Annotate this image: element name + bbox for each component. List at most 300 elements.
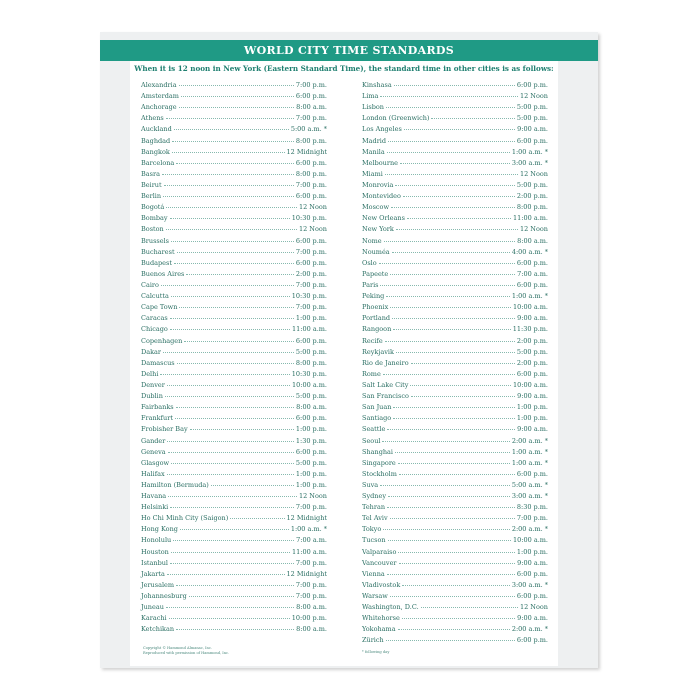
- dot-leader: [395, 452, 510, 453]
- city-name: Helsinki: [141, 503, 169, 512]
- copyright-note: [143, 646, 229, 655]
- dot-leader: [393, 407, 514, 408]
- local-time: 12 Noon: [519, 92, 548, 101]
- city-name: Amsterdam: [141, 92, 179, 101]
- city-time-row: [141, 469, 327, 480]
- city-name: Phoenix: [362, 303, 389, 312]
- city-name: Glasgow: [141, 458, 170, 467]
- city-time-row: [362, 413, 548, 424]
- dot-leader: [168, 496, 297, 497]
- local-time: 6:00 p.m.: [295, 192, 327, 201]
- local-time: 8:00 p.m.: [295, 358, 327, 367]
- dot-leader: [166, 207, 297, 208]
- dot-leader: [393, 329, 510, 330]
- dot-leader: [398, 552, 514, 553]
- dot-leader: [177, 252, 294, 253]
- local-time: 5:00 a.m. *: [511, 480, 548, 489]
- local-time: 7:00 p.m.: [295, 114, 327, 123]
- local-time: 10:00 p.m.: [291, 614, 327, 623]
- city-time-row: [141, 424, 327, 435]
- dot-leader: [421, 607, 518, 608]
- city-name: Monrovia: [362, 180, 394, 189]
- dot-leader: [167, 385, 290, 386]
- footnote: * following day: [362, 650, 390, 654]
- page-title: WORLD CITY TIME STANDARDS: [100, 40, 598, 61]
- city-time-row: [362, 369, 548, 380]
- city-time-row: [141, 180, 327, 191]
- local-time: 8:00 p.m.: [295, 136, 327, 145]
- local-time: 5:00 p.m.: [516, 347, 548, 356]
- city-name: Portland: [362, 314, 391, 323]
- local-time: 12 Midnight: [286, 569, 327, 578]
- dot-leader: [390, 596, 515, 597]
- city-name: Halifax: [141, 469, 165, 478]
- city-name: Beirut: [141, 180, 162, 189]
- local-time: 9:00 a.m.: [517, 392, 548, 401]
- local-time: 7:00 p.m.: [295, 592, 327, 601]
- local-time: 1:00 p.m.: [295, 314, 327, 323]
- city-name: Peking: [362, 292, 385, 301]
- dot-leader: [391, 207, 515, 208]
- local-time: 1:00 p.m.: [516, 414, 548, 423]
- city-time-row: [141, 136, 327, 147]
- dot-leader: [392, 252, 510, 253]
- dot-leader: [380, 485, 510, 486]
- local-time: 11:00 a.m.: [292, 325, 327, 334]
- city-time-row: [362, 80, 548, 91]
- city-name: Ho Chi Minh City (Saigon): [141, 514, 229, 523]
- city-name: Havana: [141, 492, 167, 501]
- local-time: 8:00 a.m.: [296, 403, 327, 412]
- city-name: Whitehorse: [362, 614, 400, 623]
- city-name: Vienna: [362, 569, 385, 578]
- city-time-row: [141, 224, 327, 235]
- city-name: Karachi: [141, 614, 167, 623]
- city-name: Cairo: [141, 280, 159, 289]
- city-name: London (Greenwich): [362, 114, 430, 123]
- dot-leader: [167, 441, 294, 442]
- dot-leader: [400, 163, 510, 164]
- city-name: Copenhagen: [141, 336, 183, 345]
- dot-leader: [166, 229, 297, 230]
- city-time-row: [141, 236, 327, 247]
- dot-leader: [189, 596, 294, 597]
- local-time: 2:00 a.m. *: [511, 625, 548, 634]
- city-name: Brussels: [141, 236, 170, 245]
- local-time: 3:00 a.m. *: [511, 158, 548, 167]
- dot-leader: [396, 229, 518, 230]
- city-name: Papeete: [362, 269, 389, 278]
- city-time-row: [141, 535, 327, 546]
- dot-leader: [390, 307, 511, 308]
- dot-leader: [161, 285, 294, 286]
- city-name: Frankfurt: [141, 414, 173, 423]
- city-time-row: [362, 180, 548, 191]
- dot-leader: [386, 107, 515, 108]
- city-name: Dublin: [141, 392, 163, 401]
- city-name: Barcelona: [141, 158, 175, 167]
- local-time: 1:00 p.m.: [295, 425, 327, 434]
- city-time-row: [141, 324, 327, 335]
- city-name: Johannesburg: [141, 592, 187, 601]
- city-name: Buenos Aires: [141, 269, 185, 278]
- local-time: 8:00 p.m.: [295, 169, 327, 178]
- city-time-row: [141, 447, 327, 458]
- local-time: 4:00 a.m. *: [511, 247, 548, 256]
- dot-leader: [399, 474, 515, 475]
- dot-leader: [387, 152, 510, 153]
- city-time-row: [141, 202, 327, 213]
- city-time-row: [141, 191, 327, 202]
- dot-leader: [387, 507, 515, 508]
- city-time-row: [362, 347, 548, 358]
- dot-leader: [388, 496, 510, 497]
- dot-leader: [407, 218, 511, 219]
- city-time-row: [362, 513, 548, 524]
- dot-leader: [395, 185, 514, 186]
- dot-leader: [403, 196, 515, 197]
- city-time-row: [362, 447, 548, 458]
- local-time: 6:00 p.m.: [516, 592, 548, 601]
- city-name: Tucson: [362, 536, 386, 545]
- left-city-column: [141, 80, 327, 635]
- city-name: Los Angeles: [362, 125, 402, 134]
- dot-leader: [176, 629, 294, 630]
- dot-leader: [386, 640, 515, 641]
- city-time-row: [362, 91, 548, 102]
- local-time: 11:00 a.m.: [513, 214, 548, 223]
- local-time: 12 Midnight: [286, 514, 327, 523]
- local-time: 7:00 p.m.: [295, 247, 327, 256]
- city-time-row: [362, 191, 548, 202]
- dot-leader: [163, 196, 294, 197]
- dot-leader: [176, 407, 295, 408]
- city-time-row: [362, 336, 548, 347]
- city-name: Basra: [141, 169, 160, 178]
- city-name: Nouméa: [362, 247, 390, 256]
- local-time: 11:30 p.m.: [512, 325, 548, 334]
- city-time-row: [362, 469, 548, 480]
- city-time-row: [362, 569, 548, 580]
- dot-leader: [383, 529, 510, 530]
- dot-leader: [163, 352, 294, 353]
- dot-leader: [410, 385, 511, 386]
- city-time-row: [141, 213, 327, 224]
- city-name: Budapest: [141, 258, 172, 267]
- city-name: Jakarta: [141, 569, 165, 578]
- dot-leader: [390, 518, 515, 519]
- local-time: 10:30 p.m.: [291, 292, 327, 301]
- local-time: 6:00 p.m.: [295, 258, 327, 267]
- city-name: Madrid: [362, 136, 387, 145]
- city-name: Melbourne: [362, 158, 398, 167]
- copyright-line: Copyright © Hammond Almanac, Inc.: [143, 646, 213, 650]
- local-time: 5:00 p.m.: [295, 347, 327, 356]
- city-name: Boston: [141, 225, 164, 234]
- city-name: Seattle: [362, 425, 386, 434]
- city-time-row: [362, 291, 548, 302]
- city-time-row: [141, 402, 327, 413]
- local-time: 1:30 p.m.: [295, 436, 327, 445]
- local-time: 1:00 p.m.: [516, 547, 548, 556]
- local-time: 7:00 p.m.: [295, 81, 327, 89]
- city-name: Alexandria: [141, 81, 177, 89]
- city-name: Shanghai: [362, 447, 394, 456]
- city-time-row: [362, 391, 548, 402]
- dot-leader: [179, 107, 295, 108]
- dot-leader: [392, 318, 515, 319]
- local-time: 6:00 p.m.: [295, 414, 327, 423]
- dot-leader: [385, 341, 515, 342]
- local-time: 3:00 a.m. *: [511, 580, 548, 589]
- city-name: New York: [362, 225, 394, 234]
- local-time: 2:00 a.m. *: [511, 525, 548, 534]
- city-name: San Francisco: [362, 392, 409, 401]
- city-name: Oslo: [362, 258, 377, 267]
- city-name: Vancouver: [362, 558, 397, 567]
- city-name: Yokohama: [362, 625, 396, 634]
- city-time-row: [362, 591, 548, 602]
- dot-leader: [398, 463, 510, 464]
- city-time-row: [362, 124, 548, 135]
- city-time-row: [362, 147, 548, 158]
- local-time: 9:00 a.m.: [517, 558, 548, 567]
- dot-leader: [211, 485, 294, 486]
- dot-leader: [393, 418, 515, 419]
- city-time-row: [141, 91, 327, 102]
- city-name: Honolulu: [141, 536, 172, 545]
- city-time-row: [141, 524, 327, 535]
- city-time-row: [362, 491, 548, 502]
- city-name: Warsaw: [362, 592, 388, 601]
- dot-leader: [230, 518, 284, 519]
- city-time-row: [141, 258, 327, 269]
- city-name: Delhi: [141, 369, 159, 378]
- city-time-row: [141, 436, 327, 447]
- city-time-row: [362, 380, 548, 391]
- city-name: Montevideo: [362, 192, 401, 201]
- city-name: Houston: [141, 547, 169, 556]
- city-time-row: [362, 324, 548, 335]
- local-time: 10:30 p.m.: [291, 369, 327, 378]
- city-name: Dakar: [141, 347, 162, 356]
- local-time: 7:00 p.m.: [295, 503, 327, 512]
- dot-leader: [176, 163, 294, 164]
- city-time-row: [141, 347, 327, 358]
- dot-leader: [167, 474, 294, 475]
- city-time-row: [141, 358, 327, 369]
- local-time: 6:00 p.m.: [516, 569, 548, 578]
- city-name: Santiago: [362, 414, 392, 423]
- city-name: Tehran: [362, 503, 386, 512]
- dot-leader: [383, 374, 515, 375]
- local-time: 5:00 p.m.: [516, 103, 548, 112]
- city-time-row: [141, 336, 327, 347]
- city-name: Denver: [141, 380, 165, 389]
- city-name: Zürich: [362, 636, 384, 645]
- city-time-row: [362, 524, 548, 535]
- local-time: 9:00 a.m.: [517, 125, 548, 134]
- local-time: 10:00 a.m.: [513, 380, 548, 389]
- local-time: 1:00 p.m.: [516, 403, 548, 412]
- dot-leader: [172, 152, 285, 153]
- city-name: Chicago: [141, 325, 168, 334]
- local-time: 6:00 p.m.: [295, 236, 327, 245]
- city-name: Geneva: [141, 447, 166, 456]
- city-time-row: [362, 436, 548, 447]
- local-time: 12 Noon: [519, 603, 548, 612]
- local-time: 6:00 p.m.: [516, 136, 548, 145]
- city-time-row: [362, 313, 548, 324]
- city-name: Kinshasa: [362, 81, 392, 89]
- copyright-line: Reproduced with permission of Hammond, Inc.: [143, 650, 230, 655]
- dot-leader: [171, 241, 294, 242]
- city-time-row: [362, 136, 548, 147]
- dot-leader: [382, 441, 509, 442]
- page-subtitle: When it is 12 noon in New York (Eastern Standard Time), the standard time in other cities is as follows:: [134, 64, 554, 73]
- dot-leader: [398, 629, 510, 630]
- city-time-row: [141, 602, 327, 613]
- city-name: Bangkok: [141, 147, 170, 156]
- city-name: Vladivostok: [362, 580, 401, 589]
- city-name: Hong Kong: [141, 525, 178, 534]
- city-time-row: [141, 158, 327, 169]
- local-time: 7:00 p.m.: [295, 280, 327, 289]
- dot-leader: [170, 318, 294, 319]
- city-time-row: [362, 258, 548, 269]
- city-name: Miami: [362, 169, 383, 178]
- local-time: 2:00 p.m.: [516, 192, 548, 201]
- local-time: 12 Noon: [298, 225, 327, 234]
- dot-leader: [160, 374, 289, 375]
- city-name: Rome: [362, 369, 381, 378]
- city-time-row: [362, 224, 548, 235]
- city-time-row: [141, 624, 327, 635]
- city-name: Jerusalem: [141, 580, 175, 589]
- city-time-row: [141, 169, 327, 180]
- city-name: Auckland: [141, 125, 172, 134]
- city-time-row: [362, 247, 548, 258]
- local-time: 12 Noon: [298, 492, 327, 501]
- city-name: Bogotá: [141, 203, 165, 212]
- dot-leader: [171, 296, 290, 297]
- city-name: Damascus: [141, 358, 175, 367]
- local-time: 6:00 p.m.: [295, 336, 327, 345]
- dot-leader: [179, 85, 294, 86]
- local-time: 10:00 a.m.: [292, 380, 327, 389]
- local-time: 2:00 p.m.: [516, 358, 548, 367]
- city-time-row: [362, 635, 548, 646]
- city-name: Bombay: [141, 214, 168, 223]
- dot-leader: [380, 96, 518, 97]
- city-time-row: [362, 580, 548, 591]
- city-time-row: [141, 513, 327, 524]
- city-name: Tel Aviv: [362, 514, 388, 523]
- local-time: 8:00 p.m.: [516, 203, 548, 212]
- city-name: Lisbon: [362, 103, 384, 112]
- dot-leader: [186, 274, 294, 275]
- city-time-row: [141, 458, 327, 469]
- city-time-row: [141, 302, 327, 313]
- dot-leader: [384, 241, 516, 242]
- local-time: 7:00 p.m.: [295, 180, 327, 189]
- local-time: 11:00 a.m.: [292, 547, 327, 556]
- local-time: 12 Noon: [519, 225, 548, 234]
- city-name: Hamilton (Bermuda): [141, 480, 209, 489]
- dot-leader: [431, 118, 514, 119]
- city-name: Juneau: [141, 603, 164, 612]
- city-name: Recife: [362, 336, 383, 345]
- city-time-row: [362, 624, 548, 635]
- dot-leader: [174, 263, 294, 264]
- city-name: Moscow: [362, 203, 390, 212]
- city-name: Rangoon: [362, 325, 392, 334]
- city-name: Nome: [362, 236, 382, 245]
- city-name: Cape Town: [141, 303, 178, 312]
- city-name: Reykjavik: [362, 347, 394, 356]
- dot-leader: [171, 463, 294, 464]
- dot-leader: [380, 285, 514, 286]
- city-time-row: [141, 380, 327, 391]
- city-time-row: [141, 580, 327, 591]
- city-name: Suva: [362, 480, 379, 489]
- city-name: Ketchikan: [141, 625, 175, 634]
- city-name: Tokyo: [362, 525, 382, 534]
- city-name: Manila: [362, 147, 385, 156]
- local-time: 7:00 a.m.: [517, 269, 548, 278]
- dot-leader: [170, 329, 290, 330]
- dot-leader: [402, 618, 515, 619]
- dot-leader: [387, 574, 515, 575]
- city-time-row: [362, 213, 548, 224]
- local-time: 10:00 a.m.: [513, 536, 548, 545]
- local-time: 2:00 p.m.: [516, 336, 548, 345]
- city-time-row: [141, 491, 327, 502]
- city-time-row: [141, 413, 327, 424]
- dot-leader: [170, 563, 294, 564]
- city-name: Berlin: [141, 192, 162, 201]
- city-time-row: [362, 547, 548, 558]
- dot-leader: [379, 263, 515, 264]
- city-name: Washington, D.C.: [362, 603, 419, 612]
- dot-leader: [175, 418, 294, 419]
- dot-leader: [167, 574, 285, 575]
- city-time-row: [362, 424, 548, 435]
- local-time: 5:00 p.m.: [295, 392, 327, 401]
- city-time-row: [362, 169, 548, 180]
- dot-leader: [402, 585, 510, 586]
- dot-leader: [176, 585, 294, 586]
- local-time: 6:00 p.m.: [295, 92, 327, 101]
- local-time: 8:00 a.m.: [296, 103, 327, 112]
- city-name: Seoul: [362, 436, 381, 445]
- city-time-row: [141, 102, 327, 113]
- dot-leader: [179, 307, 293, 308]
- local-time: 6:00 p.m.: [516, 280, 548, 289]
- local-time: 8:00 a.m.: [296, 603, 327, 612]
- city-time-row: [362, 269, 548, 280]
- local-time: 9:00 a.m.: [517, 425, 548, 434]
- dot-leader: [190, 429, 294, 430]
- city-time-row: [141, 113, 327, 124]
- city-time-row: [141, 291, 327, 302]
- dot-leader: [184, 341, 294, 342]
- city-time-row: [141, 247, 327, 258]
- city-name: San Juan: [362, 403, 392, 412]
- dot-leader: [168, 452, 294, 453]
- city-name: Athens: [141, 114, 164, 123]
- city-time-row: [362, 302, 548, 313]
